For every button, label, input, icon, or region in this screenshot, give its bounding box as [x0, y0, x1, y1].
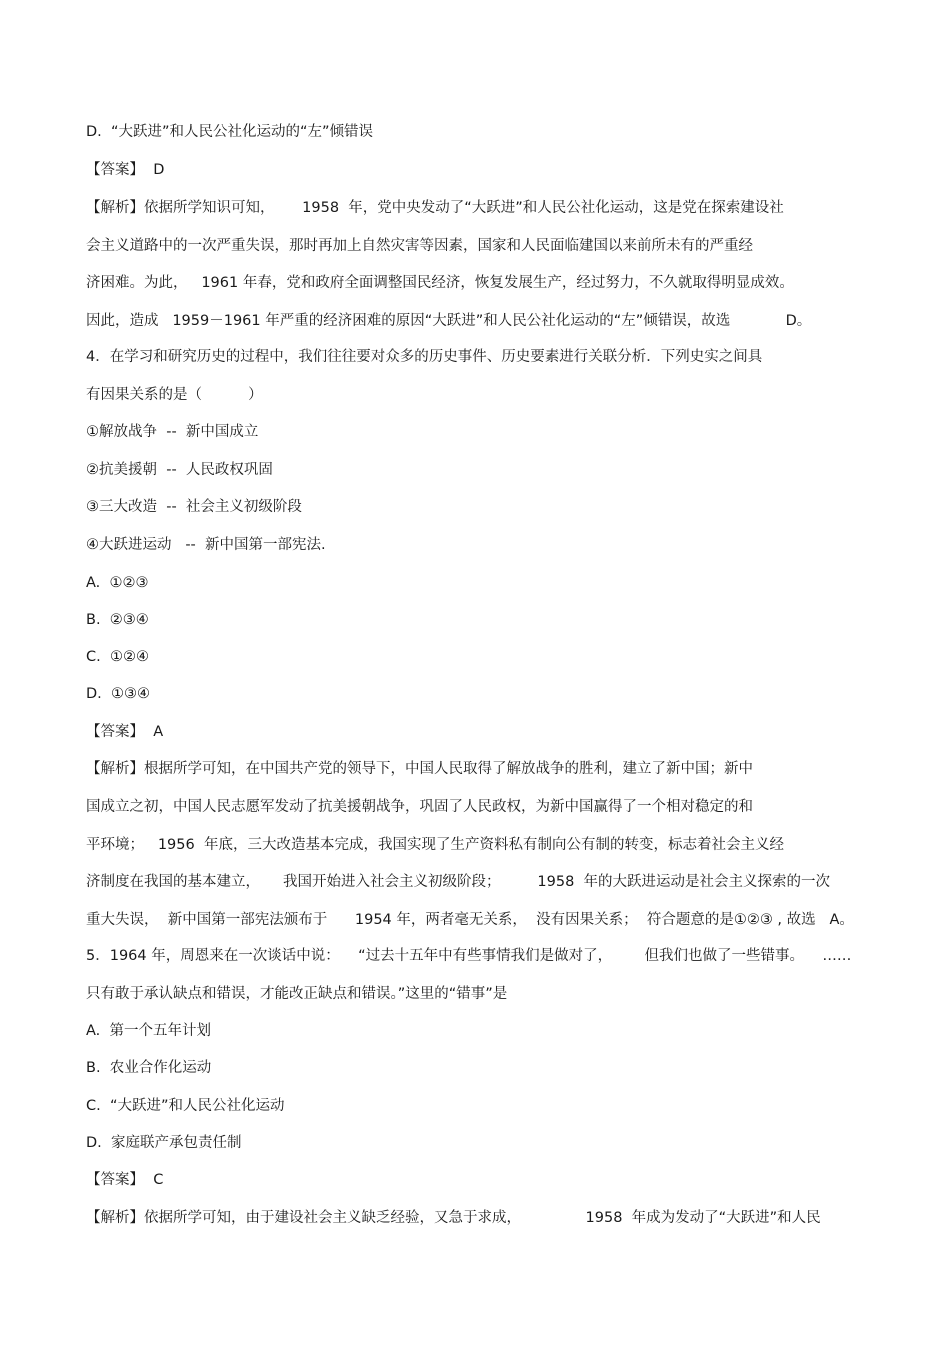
- question-4-stem-line2: 有因果关系的是（ ）: [86, 387, 263, 403]
- analysis-q3-line3: 济困难。为此， 1961 年春，党和政府全面调整国民经济，恢复发展生产，经过努力，不久就取得明显成效。: [86, 275, 794, 291]
- statement-2: ②抗美援朝 -- 人民政权巩固: [86, 462, 273, 478]
- option-b-q4: B. ②③④: [86, 612, 149, 628]
- option-d-q4: D. ①③④: [86, 686, 150, 702]
- analysis-q5-line1: 【解析】依据所学可知，由于建设社会主义缺乏经验，又急于求成， 1958 年成为发动了“大跃进”和人民: [86, 1210, 821, 1226]
- analysis-q4-line4: 济制度在我国的基本建立， 我国开始进入社会主义初级阶段； 1958 年的大跃进运动是社会主义探索的一次: [86, 874, 831, 890]
- option-c-q4: C. ①②④: [86, 649, 149, 665]
- analysis-q4-line5: 重大失误， 新中国第一部宪法颁布于 1954 年，两者毫无关系， 没有因果关系； 符合题意的是①②③ , 故选 A。: [86, 912, 854, 928]
- question-5-stem-line2: 只有敢于承认缺点和错误，才能改正缺点和错误。”这里的“错事”是: [86, 986, 508, 1002]
- option-c-q5: C. “大跃进”和人民公社化运动: [86, 1098, 285, 1114]
- analysis-q4-line1: 【解析】根据所学可知，在中国共产党的领导下，中国人民取得了解放战争的胜利，建立了新中国；新中: [86, 761, 753, 777]
- option-a-q5: A. 第一个五年计划: [86, 1023, 211, 1039]
- analysis-q3-line2: 会主义道路中的一次严重失误，那时再加上自然灾害等因素，国家和人民面临建国以来前所未有的严重经: [86, 238, 753, 254]
- option-a-q4: A. ①②③: [86, 575, 149, 591]
- analysis-q3-line1: 【解析】依据所学知识可知， 1958 年，党中央发动了“大跃进”和人民公社化运动，这是党在探索建设社: [86, 200, 784, 216]
- answer-q4: 【答案】 A: [86, 724, 164, 740]
- question-5-stem-line1: 5．1964 年，周恩来在一次谈话中说： “过去十五年中有些事情我们是做对了， 但我们也做了一些错事。 ……: [86, 948, 852, 964]
- option-d-q5: D. 家庭联产承包责任制: [86, 1135, 242, 1151]
- statement-1: ①解放战争 -- 新中国成立: [86, 424, 259, 440]
- option-b-q5: B. 农业合作化运动: [86, 1060, 212, 1076]
- answer-q3: 【答案】 D: [86, 162, 165, 178]
- analysis-q4-line3: 平环境； 1956 年底，三大改造基本完成，我国实现了生产资料私有制向公有制的转变，标志着社会主义经: [86, 837, 784, 853]
- option-d-q3: D. “大跃进”和人民公社化运动的“左”倾错误: [86, 124, 374, 140]
- analysis-q3-line4: 因此，造成 1959－1961 年严重的经济困难的原因“大跃进”和人民公社化运动的“左”倾错误，故选 D。: [86, 313, 812, 329]
- statement-4: ④大跃进运动 -- 新中国第一部宪法.: [86, 537, 326, 553]
- analysis-q4-line2: 国成立之初，中国人民志愿军发动了抗美援朝战争，巩固了人民政权，为新中国赢得了一个相对稳定的和: [86, 799, 753, 815]
- statement-3: ③三大改造 -- 社会主义初级阶段: [86, 499, 302, 515]
- question-4-stem-line1: 4．在学习和研究历史的过程中，我们往往要对众多的历史事件、历史要素进行关联分析．下列史实之间具: [86, 349, 763, 365]
- answer-q5: 【答案】 C: [86, 1172, 164, 1188]
